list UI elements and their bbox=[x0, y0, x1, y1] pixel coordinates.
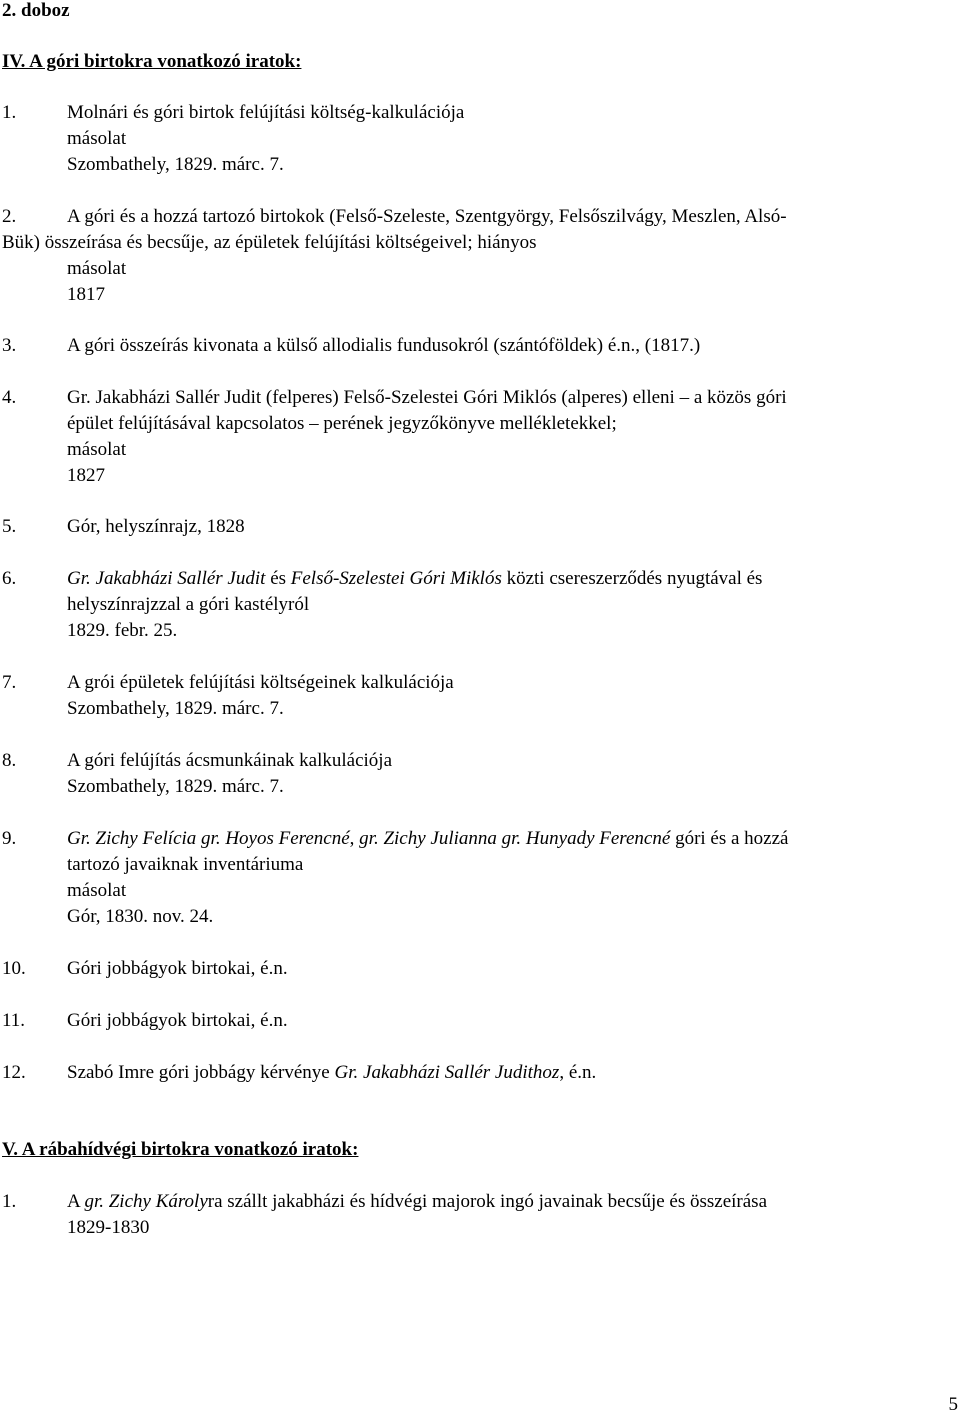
italic-name: Gr. Jakabházi Sallér Judit bbox=[67, 568, 266, 589]
item-text: A góri és a hozzá tartozó birtokok (Felső-Szeleste, Szentgyörgy, Felsőszilvágy, Meszlen, Alsó- bbox=[67, 206, 787, 227]
text-fragment: góri és a hozzá bbox=[670, 828, 789, 849]
item-text: Bük) összeírása és becsűje, az épületek felújítási költségeivel; hiányos bbox=[2, 232, 537, 253]
item-text: másolat bbox=[67, 258, 127, 279]
text-fragment: közti csereszerződés nyugtával és bbox=[501, 568, 763, 589]
item-text: másolat bbox=[67, 128, 127, 149]
item-number: 8. bbox=[2, 750, 17, 771]
item-text: Gór, 1830. nov. 24. bbox=[67, 906, 214, 927]
item-number: 3. bbox=[2, 335, 17, 356]
item-text: Szombathely, 1829. márc. 7. bbox=[67, 154, 284, 175]
text-fragment: Szabó Imre góri jobbágy kérvénye bbox=[67, 1062, 335, 1083]
item-text: Molnári és góri birtok felújítási költség-kalkulációja bbox=[67, 102, 465, 123]
item-text: Gór, helyszínrajz, 1828 bbox=[67, 516, 245, 537]
item-text: A góri felújítás ácsmunkáinak kalkulációja bbox=[67, 750, 393, 771]
item-text: 1827 bbox=[67, 465, 105, 486]
item-number: 1. bbox=[2, 1191, 17, 1212]
item-number: 12. bbox=[2, 1062, 26, 1083]
text-fragment: , bbox=[349, 828, 360, 849]
item-text: tartozó javaiknak inventáriuma bbox=[67, 854, 304, 875]
item-number: 4. bbox=[2, 387, 17, 408]
item-text: Gr. Jakabházi Sallér Judit (felperes) Felső-Szelestei Góri Miklós (alperes) elleni – a közös góri bbox=[67, 387, 787, 408]
item-text: 1829. febr. 25. bbox=[67, 620, 178, 641]
item-text bbox=[67, 1062, 596, 1084]
item-text: Szombathely, 1829. márc. 7. bbox=[67, 698, 284, 719]
item-number: 9. bbox=[2, 828, 17, 849]
item-text: másolat bbox=[67, 880, 127, 901]
text-fragment: A bbox=[67, 1191, 85, 1212]
italic-name: Felső-Szelestei Góri Miklós bbox=[290, 568, 502, 589]
section-v-heading: V. A rábahídvégi birtokra vonatkozó iratok: bbox=[2, 1139, 359, 1160]
item-text: helyszínrajzzal a góri kastélyról bbox=[67, 594, 310, 615]
item-number: 7. bbox=[2, 672, 17, 693]
item-text: A grói épületek felújítási költségeinek kalkulációja bbox=[67, 672, 454, 693]
item-text: Góri jobbágyok birtokai, é.n. bbox=[67, 1010, 288, 1031]
item-text: 1829-1830 bbox=[67, 1217, 150, 1238]
item-text bbox=[67, 568, 762, 590]
box-title: 2. doboz bbox=[2, 0, 70, 21]
item-text bbox=[67, 828, 788, 850]
item-number: 5. bbox=[2, 516, 17, 537]
text-fragment: és bbox=[265, 568, 291, 589]
text-fragment: ra szállt jakabházi és hídvégi majorok ingó javainak becsűje és összeírása bbox=[207, 1191, 768, 1212]
page-number: 5 bbox=[948, 1394, 958, 1415]
item-number: 6. bbox=[2, 568, 17, 589]
italic-name: Gr. Zichy Felícia gr. Hoyos Ferencné bbox=[67, 828, 350, 849]
item-number: 11. bbox=[2, 1010, 26, 1031]
item-number: 2. bbox=[2, 206, 17, 227]
italic-name: Gr. Jakabházi Sallér Judithoz bbox=[334, 1062, 560, 1083]
italic-name: gr. Zichy Károly bbox=[84, 1191, 208, 1212]
section-iv-heading: IV. A góri birtokra vonatkozó iratok: bbox=[2, 51, 302, 72]
item-number: 1. bbox=[2, 102, 17, 123]
item-text: másolat bbox=[67, 439, 127, 460]
text-fragment: , é.n. bbox=[559, 1062, 597, 1083]
item-number: 10. bbox=[2, 958, 26, 979]
item-text: Góri jobbágyok birtokai, é.n. bbox=[67, 958, 288, 979]
item-text: 1817 bbox=[67, 284, 105, 305]
item-text: Szombathely, 1829. márc. 7. bbox=[67, 776, 284, 797]
item-text: A góri összeírás kivonata a külső allodialis fundusokról (szántóföldek) é.n., (1817.) bbox=[67, 335, 701, 356]
item-text: épület felújításával kapcsolatos – perének jegyzőkönyve mellékletekkel; bbox=[67, 413, 617, 434]
italic-name: gr. Zichy Julianna gr. Hunyady Ferencné bbox=[359, 828, 671, 849]
item-text bbox=[67, 1191, 767, 1213]
